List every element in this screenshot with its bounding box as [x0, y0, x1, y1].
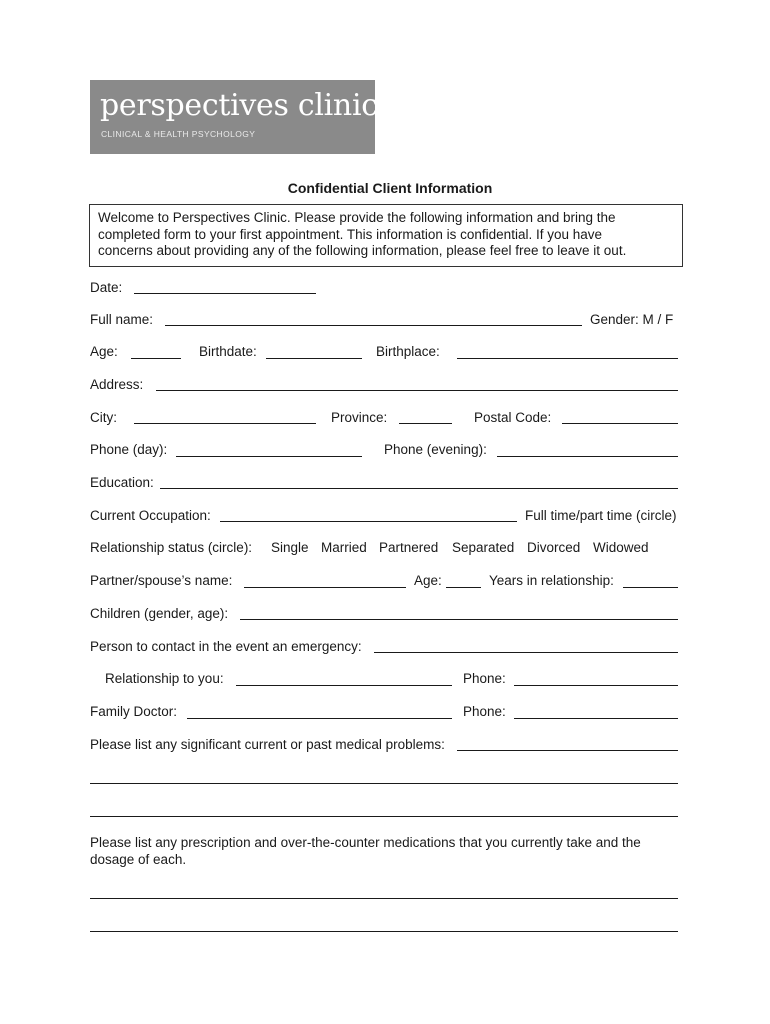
gender-label[interactable]: Gender: M / F — [590, 312, 674, 327]
medications-line[interactable] — [90, 931, 678, 932]
intro-line: concerns about providing any of the following information, please feel free to leave it out. — [98, 243, 627, 258]
medical-problems-line[interactable] — [90, 783, 678, 784]
phone-evening-field[interactable] — [497, 456, 678, 457]
years-in-relationship-field[interactable] — [623, 587, 678, 588]
employment-type-option[interactable]: Full time/part time (circle) — [525, 508, 677, 523]
relationship-to-you-label: Relationship to you: — [105, 671, 224, 686]
intro-box — [89, 204, 683, 267]
age-field[interactable] — [131, 358, 181, 359]
medical-problems-field[interactable] — [457, 750, 678, 751]
phone-day-field[interactable] — [176, 456, 362, 457]
address-label: Address: — [90, 377, 144, 392]
medications-line[interactable] — [90, 898, 678, 899]
age-label: Age: — [90, 344, 118, 359]
medical-problems-line[interactable] — [90, 816, 678, 817]
education-label: Education: — [90, 475, 154, 490]
city-label: City: — [90, 410, 117, 425]
intro-line: Welcome to Perspectives Clinic. Please provide the following information and bring the — [98, 210, 616, 225]
form-title: Confidential Client Information — [287, 180, 493, 196]
children-field[interactable] — [240, 619, 678, 620]
relationship-status-label: Relationship status (circle): — [90, 540, 253, 555]
full-name-label: Full name: — [90, 312, 154, 327]
family-doctor-label: Family Doctor: — [90, 704, 178, 719]
relationship-option-divorced[interactable]: Divorced — [527, 540, 581, 555]
occupation-field[interactable] — [220, 521, 517, 522]
phone-day-label: Phone (day): — [90, 442, 168, 457]
emergency-phone-label: Phone: — [463, 671, 506, 686]
birthdate-field[interactable] — [266, 358, 362, 359]
partner-name-label: Partner/spouse’s name: — [90, 573, 233, 588]
occupation-label: Current Occupation: — [90, 508, 211, 523]
relationship-option-partnered[interactable]: Partnered — [379, 540, 439, 555]
logo-subtitle: CLINICAL & HEALTH PSYCHOLOGY — [101, 129, 256, 139]
full-name-field[interactable] — [165, 325, 582, 326]
children-label: Children (gender, age): — [90, 606, 229, 621]
medications-label: Please list any prescription and over-the-counter medications that you currently take and the — [90, 835, 641, 850]
medical-problems-label: Please list any significant current or past medical problems: — [90, 737, 445, 752]
province-field[interactable] — [399, 423, 452, 424]
province-label: Province: — [331, 410, 388, 425]
address-field[interactable] — [156, 390, 678, 391]
logo-name: perspectives clinic — [100, 88, 378, 123]
birthplace-label: Birthplace: — [376, 344, 440, 359]
medications-label-cont: dosage of each. — [90, 852, 187, 867]
relationship-option-separated[interactable]: Separated — [452, 540, 515, 555]
intro-line: completed form to your first appointment. This information is confidential. If you have — [98, 226, 602, 242]
emergency-contact-label: Person to contact in the event an emergency: — [90, 639, 362, 654]
birthdate-label: Birthdate: — [199, 344, 257, 359]
phone-evening-label: Phone (evening): — [384, 442, 487, 457]
postal-code-label: Postal Code: — [474, 410, 552, 425]
date-field[interactable] — [134, 293, 316, 294]
education-field[interactable] — [160, 488, 678, 489]
partner-age-label: Age: — [414, 573, 442, 588]
doctor-phone-label: Phone: — [463, 704, 506, 719]
doctor-phone-field[interactable] — [514, 718, 678, 719]
partner-age-field[interactable] — [446, 587, 481, 588]
clinic-logo — [90, 80, 378, 154]
relationship-to-you-field[interactable] — [236, 685, 452, 686]
family-doctor-field[interactable] — [187, 718, 452, 719]
city-field[interactable] — [134, 423, 316, 424]
relationship-option-single[interactable]: Single — [271, 540, 309, 555]
date-label: Date: — [90, 280, 123, 295]
partner-name-field[interactable] — [244, 587, 406, 588]
emergency-contact-field[interactable] — [374, 652, 678, 653]
postal-code-field[interactable] — [562, 423, 678, 424]
years-in-relationship-label: Years in relationship: — [489, 573, 614, 588]
birthplace-field[interactable] — [457, 358, 678, 359]
emergency-phone-field[interactable] — [514, 685, 678, 686]
relationship-option-married[interactable]: Married — [321, 540, 367, 555]
relationship-option-widowed[interactable]: Widowed — [593, 540, 649, 555]
